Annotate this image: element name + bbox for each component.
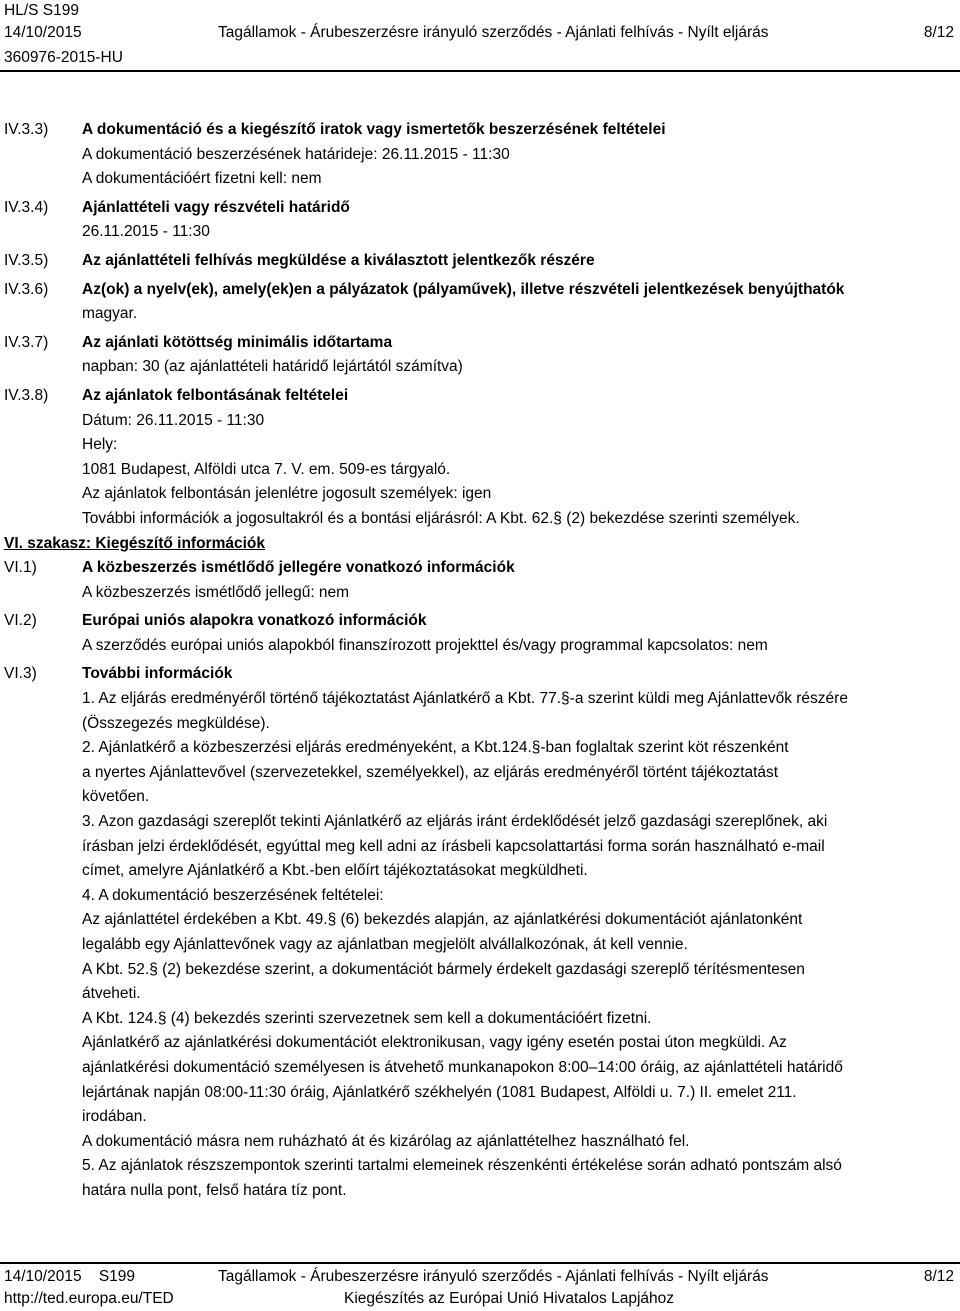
section-vi-list [0, 556, 960, 1203]
section-number: VI.3) [4, 665, 37, 683]
footer-date: 14/10/2015 [4, 1268, 82, 1285]
section-text-line: napban: 30 (az ajánlattételi határidő lejártától számítva) [82, 358, 463, 376]
section-vi-prefix: VI. szakasz: [4, 534, 96, 552]
section-block [0, 278, 960, 327]
section-text-line: lejártának napján 08:00-11:30 óráig, Ajánlatkérő székhelyén (1081 Budapest, Alföldi u. 7.) II. emelet 211. [82, 1083, 797, 1101]
section-heading: Az ajánlatok felbontásának feltételei [82, 386, 349, 404]
section-vi-heading [0, 532, 960, 557]
header-page-number: 8/12 [923, 24, 954, 41]
footer-publisher: Kiegészítés az Európai Unió Hivatalos Lapjához [344, 1290, 674, 1307]
section-content [82, 662, 960, 1203]
section-number: VI.1) [4, 559, 37, 577]
footer-title: Tagállamok - Árubeszerzésre irányuló szerződés - Ajánlati felhívás - Nyílt eljárás [218, 1268, 769, 1285]
document-body [0, 118, 960, 1204]
section-text-line: A dokumentáció beszerzésének határideje: 26.11.2015 - 11:30 [82, 145, 510, 163]
section-heading: Az(ok) a nyelv(ek), amely(ek)en a pályázatok (pályaművek), illetve részvételi jelentkezések benyújthatók [82, 280, 845, 298]
section-text-line: Dátum: 26.11.2015 - 11:30 [82, 411, 265, 429]
section-number: IV.3.8) [4, 386, 49, 404]
footer-url: http://ted.europa.eu/TED [4, 1290, 174, 1307]
section-text-line: További információk a jogosultakról és a bontási eljárásról: A Kbt. 62.§ (2) bekezdése szerinti személyek. [82, 509, 800, 527]
section-iv-3-list [0, 118, 960, 532]
section-block [0, 662, 960, 1203]
section-text-line: határa nulla pont, felső határa tíz pont. [82, 1181, 347, 1199]
section-number: IV.3.7) [4, 333, 49, 351]
header-title: Tagállamok - Árubeszerzésre irányuló szerződés - Ajánlati felhívás - Nyílt eljárás [218, 24, 769, 41]
footer-date-issue [4, 1266, 135, 1288]
section-number: IV.3.4) [4, 198, 49, 216]
section-content [82, 196, 960, 245]
section-content [82, 556, 960, 605]
section-number: IV.3.5) [4, 251, 49, 269]
section-heading: További információk [82, 665, 233, 683]
section-text-line: 4. A dokumentáció beszerzésének feltételei: [82, 886, 384, 904]
header-rule [0, 70, 960, 72]
section-vi-title: Kiegészítő információk [95, 534, 266, 552]
section-heading: Az ajánlati kötöttség minimális időtartama [82, 333, 393, 351]
section-heading: Ajánlattételi vagy részvételi határidő [82, 198, 350, 216]
footer-page-number: 8/12 [923, 1268, 954, 1285]
section-text-line: 1081 Budapest, Alföldi utca 7. V. em. 509-es tárgyaló. [82, 460, 451, 478]
section-text-line: átveheti. [82, 985, 141, 1003]
section-content [82, 118, 960, 192]
section-content [82, 609, 960, 658]
section-text-line: 26.11.2015 - 11:30 [82, 223, 210, 241]
section-text-line: Ajánlatkérő az ajánlatkérési dokumentációt elektronikusan, vagy igény esetén postai úton megküldi. Az [82, 1034, 787, 1052]
footer-rule [0, 1262, 960, 1264]
section-content [82, 384, 960, 532]
section-heading: Az ajánlattételi felhívás megküldése a kiválasztott jelentkezők részére [82, 251, 595, 269]
section-block [0, 331, 960, 380]
section-text-line: Az ajánlattétel érdekében a Kbt. 49.§ (6) bekezdés alapján, az ajánlatkérési dokumentációt ajánlatonként [82, 911, 803, 929]
section-text-line: A Kbt. 124.§ (4) bekezdés szerinti szervezetnek sem kell a dokumentációért fizetni. [82, 1009, 652, 1027]
section-text-line: a nyertes Ajánlattevővel (szervezetekkel, személyekkel), az eljárás eredményéről történt tájékoztatást [82, 763, 779, 781]
header-code: HL/S S199 [4, 2, 79, 19]
section-text-line: Hely: [82, 436, 118, 454]
page-header [0, 0, 960, 72]
section-text-line: A közbeszerzés ismétlődő jellegű: nem [82, 583, 350, 601]
section-text-line: 3. Azon gazdasági szereplőt tekinti Ajánlatkérő az eljárás iránt érdeklődését jelző gazdasági szereplőnek, aki [82, 813, 828, 831]
section-text-line: irodában. [82, 1108, 147, 1126]
section-content [82, 278, 960, 327]
header-reference: 360976-2015-HU [4, 49, 123, 66]
section-heading: A közbeszerzés ismétlődő jellegére vonatkozó információk [82, 559, 515, 577]
section-text-line: írásban jelzi érdeklődését, egyúttal meg kell adni az írásbeli kapcsolattartási forma során használható e-mail [82, 837, 825, 855]
section-text-line: A szerződés európai uniós alapokból finanszírozott projekttel és/vagy programmal kapcsolatos: nem [82, 636, 768, 654]
section-text-line: 2. Ajánlatkérő a közbeszerzési eljárás eredményeként, a Kbt.124.§-ban foglaltak szerint köt részenként [82, 739, 789, 757]
section-text-line: 1. Az eljárás eredményéről történő tájékoztatást Ajánlatkérő a Kbt. 77.§-a szerint küldi meg Ajánlattevők részére [82, 690, 848, 708]
section-block [0, 118, 960, 192]
section-heading: A dokumentáció és a kiegészítő iratok vagy ismertetők beszerzésének feltételei [82, 121, 666, 138]
section-number: IV.3.3) [4, 121, 49, 138]
section-text-line: legalább egy Ajánlattevőnek vagy az ajánlatban megjelölt alvállalkozónak, át kell vennie. [82, 936, 688, 953]
section-text-line: (Összegezés megküldése). [82, 714, 270, 732]
section-block [0, 556, 960, 605]
section-text-line: A dokumentáció másra nem ruházható át és kizárólag az ajánlattételhez használható fel. [82, 1132, 690, 1150]
header-date: 14/10/2015 [4, 24, 82, 41]
footer-issue: S199 [98, 1268, 136, 1285]
section-block [0, 249, 960, 274]
section-text-line: Az ajánlatok felbontásán jelenlétre jogosult személyek: igen [82, 485, 492, 503]
section-text-line: 5. Az ajánlatok részszempontok szerinti tartalmi elemeinek részenkénti értékelése során adható pontszám alsó [82, 1157, 842, 1175]
section-number: IV.3.6) [4, 280, 49, 298]
section-heading: Európai uniós alapokra vonatkozó információk [82, 612, 427, 630]
section-number: VI.2) [4, 612, 37, 630]
section-text-line: ajánlatkérési dokumentáció személyesen is átvehető munkanapokon 8:00–14:00 óráig, az ajánlattételi határidő [82, 1058, 843, 1076]
section-text-line: magyar. [82, 305, 138, 323]
page-footer [0, 1262, 960, 1311]
section-text-line: címet, amelyre Ajánlatkérő a Kbt.-ben előírt tájékoztatásokat megküldheti. [82, 862, 588, 880]
section-block [0, 609, 960, 658]
section-content [82, 249, 960, 274]
section-text-line: követően. [82, 788, 150, 806]
section-text-line: A dokumentációért fizetni kell: nem [82, 170, 322, 188]
section-block [0, 384, 960, 532]
section-block [0, 196, 960, 245]
section-content [82, 331, 960, 380]
section-text-line: A Kbt. 52.§ (2) bekezdése szerint, a dokumentációt bármely érdekelt gazdasági szereplő térítésmentesen [82, 960, 805, 978]
